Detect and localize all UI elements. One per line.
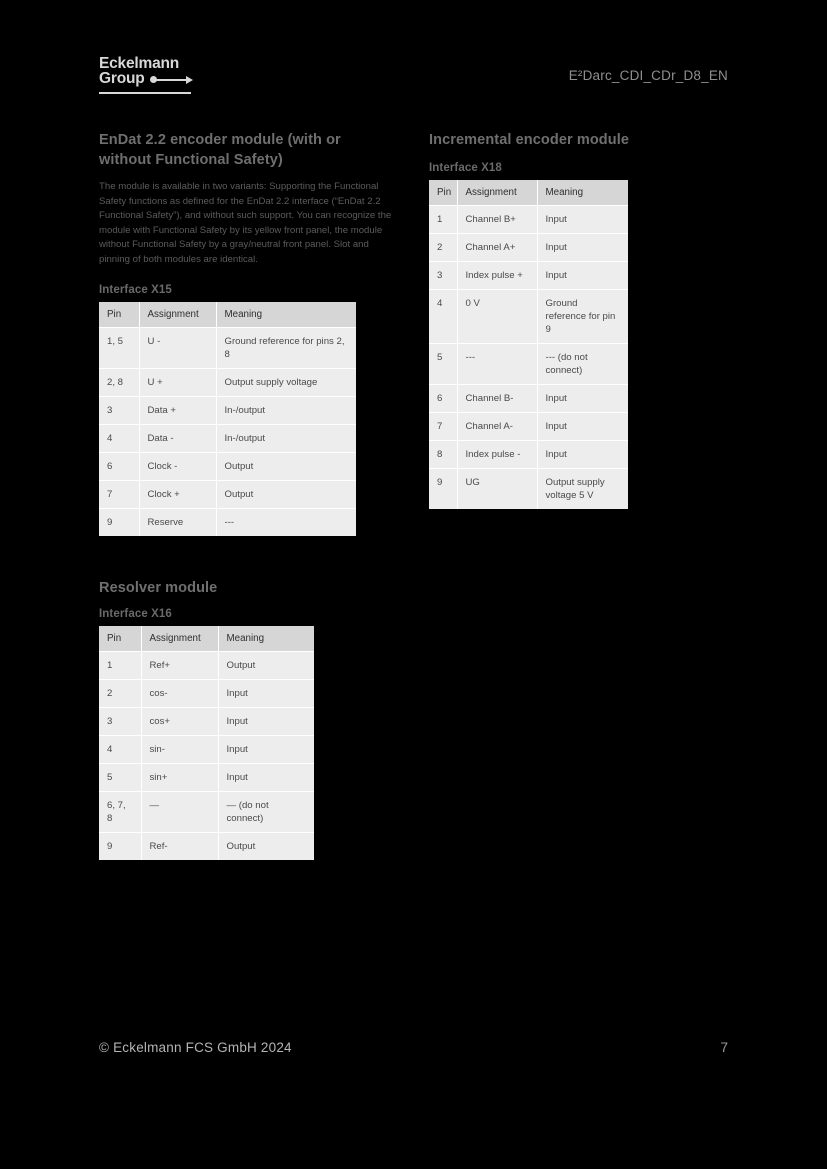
endat-section-title: EnDat 2.2 encoder module (with or without Functional Safety) — [99, 132, 341, 168]
cell-meaning: --- (do not connect) — [537, 344, 628, 385]
cell-pin: 3 — [99, 396, 139, 424]
cell-pin: 3 — [429, 262, 457, 290]
interface-x15-table — [99, 302, 356, 536]
interface-x18-title: Interface X18 — [429, 162, 502, 174]
cell-pin: 4 — [429, 290, 457, 344]
table-row — [429, 234, 628, 262]
table-row — [99, 508, 356, 536]
table-row — [99, 791, 314, 832]
cell-assignment: --- — [457, 344, 537, 385]
cell-pin: 2, 8 — [99, 368, 139, 396]
left-column — [99, 130, 394, 860]
cell-assignment: Ref+ — [141, 651, 218, 679]
cell-pin: 5 — [99, 763, 141, 791]
cell-meaning: Input — [218, 763, 314, 791]
cell-assignment: U - — [139, 327, 216, 368]
cell-meaning: Input — [537, 206, 628, 234]
cell-assignment: Ref- — [141, 832, 218, 860]
logo-text-line2: Group — [99, 70, 145, 87]
cell-meaning: — (do not connect) — [218, 791, 314, 832]
cell-meaning: Output — [218, 832, 314, 860]
table-row — [99, 396, 356, 424]
cell-assignment: sin+ — [141, 763, 218, 791]
cell-meaning: In-/output — [216, 396, 356, 424]
table-row — [99, 368, 356, 396]
column-header-pin: Pin — [99, 626, 141, 652]
table-header-row — [99, 302, 356, 328]
arrow-icon — [150, 74, 192, 84]
cell-assignment: sin- — [141, 735, 218, 763]
endat-intro-paragraph: The module is available in two variants: Supporting the Functional Safety functions as defined for the EnDat 2.2 interface (“EnDat 2.2 Functional Safety”), and without such support. You can recognize the module with Functional Safety by its yellow front panel, the module without Functional Safety by a gray/neutral front panel. Slot and pinning of both modules are identical. — [99, 181, 392, 265]
cell-pin: 9 — [99, 508, 139, 536]
eckelmann-group-logo — [99, 56, 191, 87]
column-header-meaning: Meaning — [218, 626, 314, 652]
interface-x18-table — [429, 180, 628, 509]
page-footer — [99, 1040, 728, 1060]
cell-meaning: Output supply voltage 5 V — [537, 469, 628, 510]
cell-pin: 6, 7, 8 — [99, 791, 141, 832]
cell-pin: 2 — [429, 234, 457, 262]
logo-text-line1: Eckelmann — [99, 55, 180, 72]
cell-assignment: U + — [139, 368, 216, 396]
cell-pin: 1 — [429, 206, 457, 234]
cell-pin: 6 — [429, 385, 457, 413]
cell-pin: 9 — [99, 832, 141, 860]
table-header-row — [99, 626, 314, 652]
table-row — [99, 651, 314, 679]
column-header-meaning: Meaning — [537, 180, 628, 206]
cell-meaning: Input — [218, 735, 314, 763]
column-header-pin: Pin — [99, 302, 139, 328]
cell-pin: 4 — [99, 424, 139, 452]
table-row — [429, 441, 628, 469]
cell-meaning: Input — [537, 413, 628, 441]
cell-pin: 6 — [99, 452, 139, 480]
cell-pin: 3 — [99, 707, 141, 735]
cell-pin: 2 — [99, 679, 141, 707]
cell-meaning: Input — [537, 441, 628, 469]
cell-pin: 8 — [429, 441, 457, 469]
cell-assignment: Channel B+ — [457, 206, 537, 234]
table-row — [99, 480, 356, 508]
cell-assignment: Data + — [139, 396, 216, 424]
cell-assignment: Clock - — [139, 452, 216, 480]
column-header-assignment: Assignment — [139, 302, 216, 328]
table-header-row — [429, 180, 628, 206]
cell-meaning: --- — [216, 508, 356, 536]
cell-meaning: Input — [537, 234, 628, 262]
resolver-section-title: Resolver module — [99, 579, 218, 596]
cell-assignment: Channel A+ — [457, 234, 537, 262]
table-row — [99, 452, 356, 480]
cell-meaning: Output — [216, 480, 356, 508]
cell-pin: 5 — [429, 344, 457, 385]
column-header-assignment: Assignment — [141, 626, 218, 652]
column-header-pin: Pin — [429, 180, 457, 206]
cell-assignment: Channel B- — [457, 385, 537, 413]
right-column — [429, 130, 729, 509]
cell-pin: 4 — [99, 735, 141, 763]
copyright-text: © Eckelmann FCS GmbH 2024 — [99, 1040, 292, 1055]
cell-meaning: Input — [537, 262, 628, 290]
cell-pin: 1 — [99, 651, 141, 679]
cell-assignment: — — [141, 791, 218, 832]
cell-pin: 7 — [99, 480, 139, 508]
page-number: 7 — [720, 1040, 728, 1055]
interface-x15-title: Interface X15 — [99, 283, 172, 296]
cell-meaning: Input — [537, 385, 628, 413]
cell-assignment: cos- — [141, 679, 218, 707]
cell-meaning: Ground reference for pins 2, 8 — [216, 327, 356, 368]
logo-underline — [99, 92, 191, 94]
cell-meaning: Input — [218, 679, 314, 707]
cell-pin: 7 — [429, 413, 457, 441]
table-row — [99, 679, 314, 707]
cell-assignment: Channel A- — [457, 413, 537, 441]
table-row — [99, 707, 314, 735]
document-id: E²Darc_CDI_CDr_D8_EN — [568, 68, 728, 83]
table-row — [429, 469, 628, 510]
cell-assignment: UG — [457, 469, 537, 510]
table-row — [99, 735, 314, 763]
cell-assignment: cos+ — [141, 707, 218, 735]
cell-meaning: Input — [218, 707, 314, 735]
table-row — [429, 413, 628, 441]
table-row — [429, 206, 628, 234]
cell-assignment: Reserve — [139, 508, 216, 536]
table-row — [99, 832, 314, 860]
cell-pin: 1, 5 — [99, 327, 139, 368]
cell-assignment: Clock + — [139, 480, 216, 508]
cell-meaning: In-/output — [216, 424, 356, 452]
cell-meaning: Output supply voltage — [216, 368, 356, 396]
column-header-meaning: Meaning — [216, 302, 356, 328]
page-header — [99, 56, 728, 104]
table-row — [429, 344, 628, 385]
cell-assignment: 0 V — [457, 290, 537, 344]
table-row — [429, 262, 628, 290]
cell-meaning: Ground reference for pin 9 — [537, 290, 628, 344]
cell-meaning: Output — [216, 452, 356, 480]
cell-assignment: Index pulse + — [457, 262, 537, 290]
table-row — [429, 290, 628, 344]
cell-assignment: Data - — [139, 424, 216, 452]
incremental-section-title: Incremental encoder module — [429, 132, 630, 148]
table-row — [99, 763, 314, 791]
interface-x16-title: Interface X16 — [99, 607, 172, 620]
table-row — [429, 385, 628, 413]
column-header-assignment: Assignment — [457, 180, 537, 206]
cell-pin: 9 — [429, 469, 457, 510]
cell-meaning: Output — [218, 651, 314, 679]
interface-x16-table — [99, 626, 314, 860]
table-row — [99, 424, 356, 452]
cell-assignment: Index pulse - — [457, 441, 537, 469]
table-row — [99, 327, 356, 368]
